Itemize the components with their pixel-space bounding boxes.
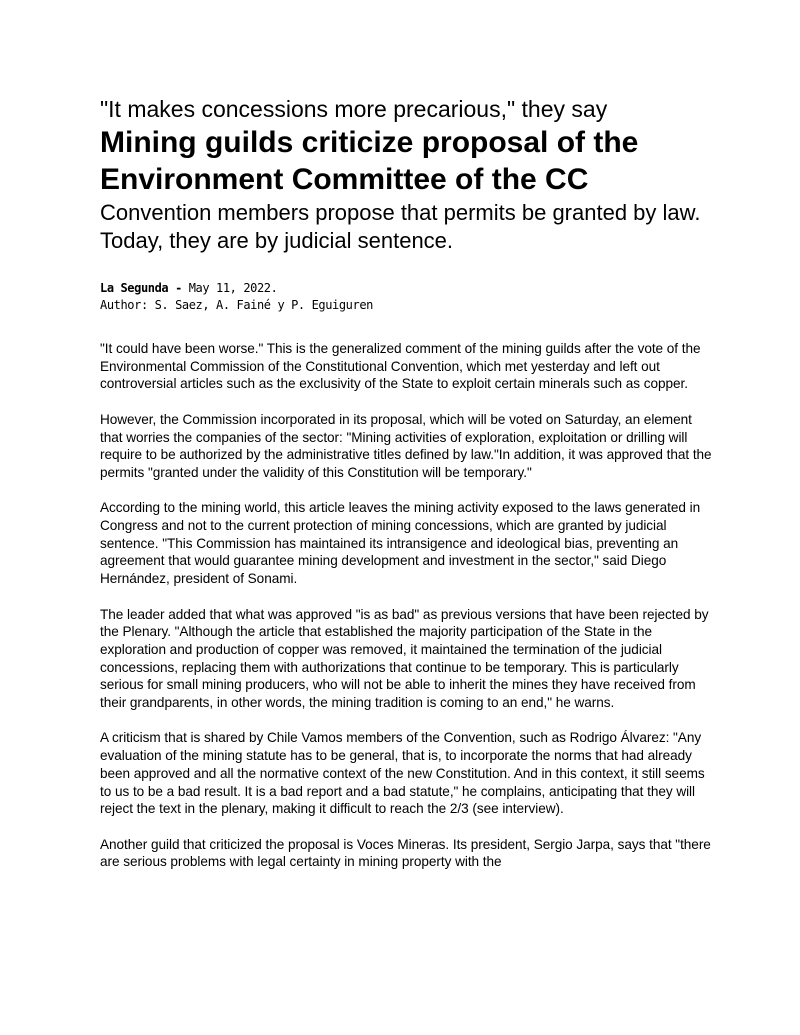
article-paragraph: Another guild that criticized the proposal is Voces Mineras. Its president, Sergio Jarpa, says that "there are serious problems with legal certainty in mining property with the <box>100 836 711 870</box>
article-body <box>100 340 712 871</box>
article-source: La Segunda - <box>100 281 182 295</box>
article-date: May 11, 2022. <box>188 281 278 295</box>
article <box>100 94 712 889</box>
article-paragraph: According to the mining world, this article leaves the mining activity exposed to the laws generated in Congress and not to the current protection of mining concessions, which are granted by judicial sentence. "This Commission has maintained its intransigence and ideological bias, preventing an agreement that would guarantee mining development and investment in the sector," said Diego Hernández, president of Sonami. <box>100 500 701 587</box>
article-paragraph: A criticism that is shared by Chile Vamos members of the Convention, such as Rodrigo Álvarez: "Any evaluation of the mining statute has to be general, that is, to incorporate the norms that had already been approved and all the normative context of the new Constitution. And in this context, it still seems to us to be a bad result. It is a bad report and a bad statute," he complains, anticipating that they will reject the text in the plenary, making it difficult to reach the 2/3 (see interview). <box>100 730 705 817</box>
article-deck: Convention members propose that permits be granted by law. Today, they are by judicial sentence. <box>100 200 701 253</box>
article-paragraph: The leader added that what was approved "is as bad" as previous versions that have been rejected by the Plenary. "Although the article that established the majority participation of the State in the exploration and production of copper was removed, it maintained the termination of the judicial concessions, replacing them with authorizations that continue to be temporary. This is particularly serious for small mining producers, who will not be able to inherit the mines they have received from their grandparents, in other words, the mining tradition is coming to an end," he warns. <box>100 606 709 711</box>
article-headline: Mining guilds criticize proposal of the Environment Committee of the CC <box>100 126 639 196</box>
byline-source-line <box>100 280 712 297</box>
article-paragraph: However, the Commission incorporated in its proposal, which will be voted on Saturday, an element that worries the companies of the sector: "Mining activities of exploration, exploitation or drilling will require to be authorized by the administrative titles defined by law."In addition, it was approved that the permits "granted under the validity of this Constitution will be temporary." <box>100 411 712 480</box>
article-paragraph: "It could have been worse." This is the generalized comment of the mining guilds after the vote of the Environmental Commission of the Constitutional Convention, which met yesterday and left out controversial articles such as the exclusivity of the State to exploit certain minerals such as copper. <box>100 341 701 392</box>
article-meta <box>100 280 712 314</box>
article-kicker: "It makes concessions more precarious," they say <box>100 96 608 122</box>
article-author: Author: S. Saez, A. Fainé y P. Eguiguren <box>100 298 373 312</box>
